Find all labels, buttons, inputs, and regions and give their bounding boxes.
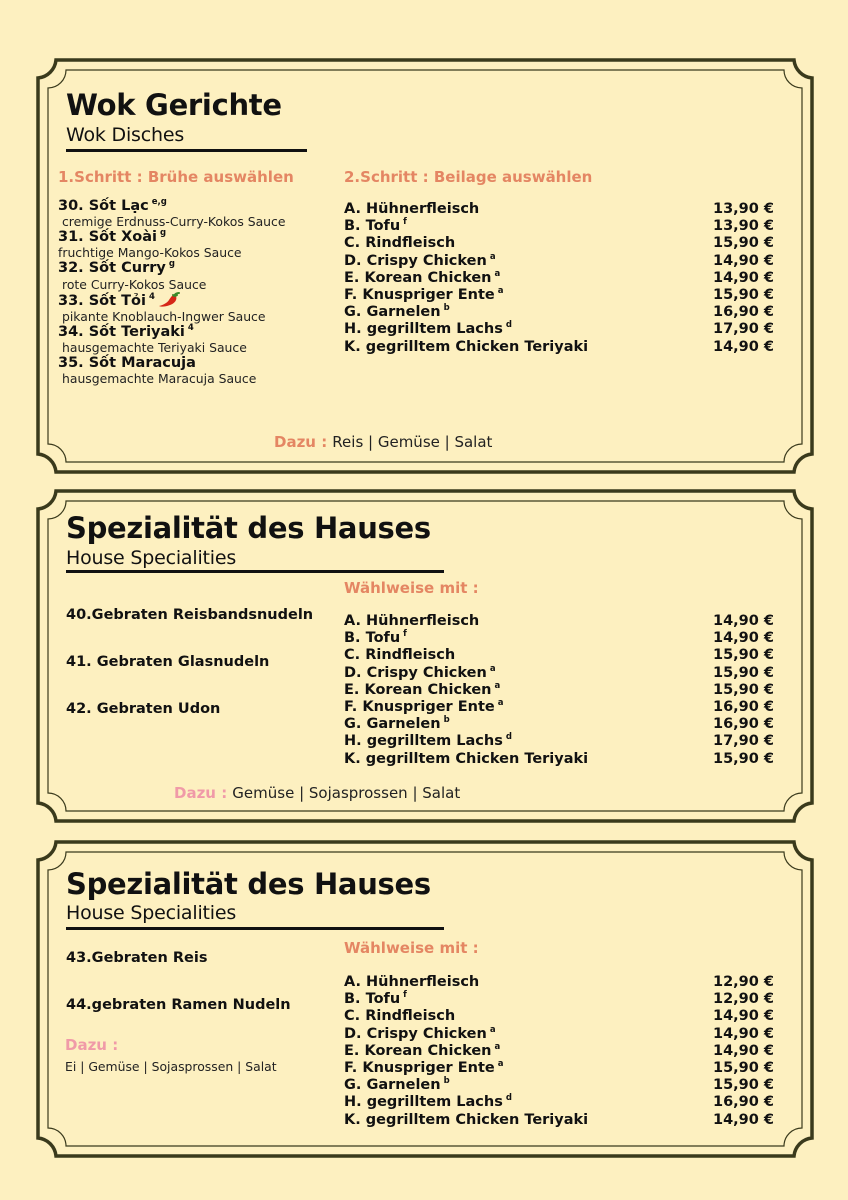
side-option-row	[344, 991, 774, 1008]
allergen-code: a	[489, 663, 496, 674]
side-option-label: F. Knuspriger Ente	[344, 1060, 495, 1076]
side-option-name	[344, 733, 512, 750]
side-option-label: B. Tofu	[344, 218, 401, 235]
side-option-label: C. Rindfleisch	[344, 235, 456, 252]
side-option-row	[344, 270, 774, 287]
sauce-list	[58, 198, 348, 386]
side-option-row	[344, 1026, 774, 1043]
choice-label: Wählweise mit :	[344, 579, 479, 597]
chili-pepper-icon	[158, 292, 180, 308]
side-option-row	[344, 665, 774, 682]
sauce-item	[58, 292, 348, 324]
side-option-price: 15,90 €	[712, 664, 774, 681]
title-underline	[66, 570, 444, 573]
side-option-price: 15,90 €	[712, 287, 774, 303]
side-option-list	[344, 201, 774, 361]
dazu-line	[274, 432, 492, 451]
sauce-name-text: 35. Sốt Maracuja	[58, 355, 196, 372]
sauce-item	[58, 198, 348, 229]
sauce-description: hausgemachte Maracuja Sauce	[62, 371, 257, 387]
side-option-row	[344, 235, 774, 252]
side-option-price: 16,90 €	[712, 1094, 774, 1111]
side-option-label: B. Tofu	[344, 630, 401, 647]
side-option-row	[344, 201, 774, 218]
side-option-row	[344, 321, 774, 338]
step-1-heading: 1.Schritt : Brühe auswählen	[58, 168, 294, 186]
sauce-item	[58, 260, 348, 291]
side-option-label: F. Knuspriger Ente	[344, 699, 495, 715]
side-option-row	[344, 1112, 774, 1129]
side-option-name	[344, 647, 455, 664]
dazu-text: Gemüse | Sojasprossen | Salat	[232, 784, 461, 802]
side-option-label: E. Korean Chicken	[344, 269, 492, 286]
sauce-description: cremige Erdnuss-Curry-Kokos Sauce	[62, 214, 286, 230]
side-option-price: 14,90 €	[712, 613, 774, 629]
dish-item: 43.Gebraten Reis	[66, 950, 208, 966]
allergen-code: f	[403, 629, 407, 640]
side-option-label: H. gegrilltem Lachs	[344, 1094, 503, 1111]
side-option-label: E. Korean Chicken	[344, 1042, 492, 1059]
side-option-row	[344, 630, 774, 647]
sauce-name-text: 32. Sốt Curry	[58, 260, 166, 277]
side-option-price: 16,90 €	[712, 716, 774, 733]
side-option-price: 14,90 €	[712, 1008, 774, 1025]
side-option-label: G. Garnelen	[344, 304, 441, 321]
side-option-name	[344, 1060, 504, 1077]
allergen-code: f	[403, 990, 407, 1001]
side-option-label: G. Garnelen	[344, 716, 441, 733]
allergen-code: a	[494, 680, 501, 691]
side-option-list	[344, 974, 774, 1134]
side-option-name	[344, 1094, 512, 1111]
side-option-price: 15,90 €	[712, 235, 774, 252]
allergen-code: e,g	[151, 197, 167, 207]
side-option-name	[344, 751, 588, 768]
side-option-label: D. Crispy Chicken	[344, 664, 487, 681]
allergen-code: b	[443, 715, 450, 726]
side-option-price: 17,90 €	[712, 321, 774, 338]
allergen-code: d	[505, 732, 512, 743]
allergen-code: d	[505, 1093, 512, 1104]
sauce-name-text: 30. Sốt Lạc	[58, 198, 149, 214]
side-option-price: 15,90 €	[712, 750, 774, 767]
side-option-row	[344, 716, 774, 733]
allergen-code: a	[489, 1024, 496, 1035]
side-option-price: 15,90 €	[712, 1060, 774, 1076]
side-option-name	[344, 287, 504, 304]
sauce-description: fruchtige Mango-Kokos Sauce	[58, 245, 242, 261]
side-option-name	[344, 682, 500, 699]
side-option-name	[344, 201, 479, 218]
wok-section	[36, 58, 814, 474]
side-option-price: 16,90 €	[712, 699, 774, 715]
section-subtitle: House Specialities	[66, 547, 237, 569]
sauce-description: hausgemachte Teriyaki Sauce	[62, 340, 247, 356]
side-option-name	[344, 991, 407, 1008]
side-option-label: A. Hühnerfleisch	[344, 613, 480, 629]
dazu-label: Dazu :	[174, 784, 228, 802]
allergen-code: a	[497, 286, 504, 296]
allergen-code: a	[489, 251, 496, 262]
side-option-label: B. Tofu	[344, 991, 401, 1008]
side-option-price: 14,90 €	[712, 269, 774, 286]
side-option-row	[344, 682, 774, 699]
side-option-row	[344, 218, 774, 235]
allergen-code: d	[505, 320, 512, 331]
dazu-label: Dazu :	[274, 433, 328, 451]
side-option-price: 13,90 €	[712, 201, 774, 217]
dazu-label: Dazu :	[65, 1036, 119, 1054]
side-option-name	[344, 613, 479, 630]
side-option-label: H. gegrilltem Lachs	[344, 733, 503, 750]
side-option-price: 15,90 €	[712, 647, 774, 664]
side-option-row	[344, 733, 774, 750]
allergen-code: a	[497, 698, 504, 708]
dazu-text: Ei | Gemüse | Sojasprossen | Salat	[65, 1059, 277, 1074]
house-special-section-1	[36, 489, 814, 823]
section-title: Spezialität des Hauses	[66, 867, 431, 901]
dish-item: 44.gebraten Ramen Nudeln	[66, 997, 291, 1013]
side-option-label: F. Knuspriger Ente	[344, 287, 495, 303]
sauce-item	[58, 324, 348, 355]
house-special-section-2	[36, 840, 814, 1158]
dish-item: 41. Gebraten Glasnudeln	[66, 654, 270, 670]
side-option-row	[344, 253, 774, 270]
sauce-name	[58, 355, 348, 372]
title-underline	[66, 149, 307, 152]
sauce-description: rote Curry-Kokos Sauce	[62, 276, 207, 292]
sauce-item	[58, 229, 348, 260]
side-option-price: 16,90 €	[712, 304, 774, 321]
side-option-name	[344, 304, 450, 321]
allergen-code: 4	[187, 322, 194, 333]
side-option-label: H. gegrilltem Lachs	[344, 321, 503, 338]
sauce-name	[58, 324, 348, 341]
allergen-code: g	[160, 228, 167, 239]
sauce-name-text: 34. Sốt Teriyaki	[58, 323, 185, 340]
allergen-code: g	[168, 259, 175, 270]
side-option-name	[344, 974, 479, 991]
dish-item: 40.Gebraten Reisbandsnudeln	[66, 607, 314, 623]
side-option-label: K. gegrilltem Chicken Teriyaki	[344, 338, 589, 355]
dish-item: 42. Gebraten Udon	[66, 701, 221, 717]
side-option-price: 15,90 €	[712, 681, 774, 698]
side-option-name	[344, 235, 455, 252]
sauce-name	[58, 260, 348, 277]
allergen-code: b	[443, 303, 450, 314]
sauce-name	[58, 198, 348, 215]
side-option-row	[344, 339, 774, 356]
side-option-row	[344, 1008, 774, 1025]
sauce-name	[58, 292, 348, 310]
side-option-row	[344, 304, 774, 321]
side-option-label: C. Rindfleisch	[344, 1008, 456, 1025]
side-option-row	[344, 1077, 774, 1094]
side-option-row	[344, 1060, 774, 1077]
allergen-code: 4	[148, 291, 155, 302]
side-option-label: E. Korean Chicken	[344, 681, 492, 698]
side-option-row	[344, 287, 774, 304]
side-option-row	[344, 1094, 774, 1111]
side-option-price: 17,90 €	[712, 733, 774, 750]
allergen-code: a	[494, 1041, 501, 1052]
sauce-item	[58, 355, 348, 386]
side-option-name	[344, 321, 512, 338]
side-option-price: 14,90 €	[712, 1042, 774, 1059]
side-option-name	[344, 218, 407, 235]
sauce-name-text: 33. Sốt Tỏi	[58, 292, 146, 309]
section-title: Spezialität des Hauses	[66, 511, 431, 545]
side-option-label: C. Rindfleisch	[344, 647, 456, 664]
side-option-name	[344, 665, 496, 682]
title-underline	[66, 927, 444, 930]
side-option-name	[344, 1077, 450, 1094]
side-option-name	[344, 716, 450, 733]
sauce-name	[58, 229, 348, 246]
allergen-code: f	[403, 217, 407, 228]
side-option-label: K. gegrilltem Chicken Teriyaki	[344, 1111, 589, 1128]
side-option-name	[344, 1008, 455, 1025]
side-option-price: 14,90 €	[712, 252, 774, 269]
section-subtitle: Wok Disches	[66, 124, 185, 146]
sauce-name-text: 31. Sốt Xoài	[58, 229, 158, 246]
allergen-code: b	[443, 1076, 450, 1087]
side-option-price: 14,90 €	[712, 1111, 774, 1128]
side-option-price: 14,90 €	[712, 338, 774, 355]
choice-label: Wählweise mit :	[344, 939, 479, 957]
side-option-label: K. gegrilltem Chicken Teriyaki	[344, 750, 589, 767]
side-option-name	[344, 253, 496, 270]
section-title: Wok Gerichte	[66, 88, 282, 122]
side-option-row	[344, 1043, 774, 1060]
side-option-name	[344, 699, 504, 716]
side-option-name	[344, 270, 500, 287]
dazu-line	[174, 783, 460, 802]
side-option-row	[344, 751, 774, 768]
side-option-price: 14,90 €	[712, 630, 774, 647]
side-option-name	[344, 339, 588, 356]
side-option-label: A. Hühnerfleisch	[344, 201, 480, 217]
side-option-label: D. Crispy Chicken	[344, 1025, 487, 1042]
side-option-list	[344, 613, 774, 773]
side-option-price: 12,90 €	[712, 991, 774, 1008]
side-option-name	[344, 630, 407, 647]
side-option-row	[344, 699, 774, 716]
dazu-text: Reis | Gemüse | Salat	[332, 433, 493, 451]
side-option-name	[344, 1043, 500, 1060]
side-option-name	[344, 1112, 588, 1129]
side-option-label: D. Crispy Chicken	[344, 252, 487, 269]
side-option-label: G. Garnelen	[344, 1077, 441, 1094]
side-option-row	[344, 974, 774, 991]
side-option-row	[344, 613, 774, 630]
allergen-code: a	[497, 1059, 504, 1069]
side-option-row	[344, 647, 774, 664]
side-option-price: 12,90 €	[712, 974, 774, 990]
side-option-price: 14,90 €	[712, 1025, 774, 1042]
side-option-price: 13,90 €	[712, 218, 774, 235]
step-2-heading: 2.Schritt : Beilage auswählen	[344, 168, 593, 186]
side-option-name	[344, 1026, 496, 1043]
sauce-description: pikante Knoblauch-Ingwer Sauce	[62, 308, 266, 324]
side-option-price: 15,90 €	[712, 1077, 774, 1094]
allergen-code: a	[494, 268, 501, 279]
side-option-label: A. Hühnerfleisch	[344, 974, 480, 990]
section-subtitle: House Specialities	[66, 902, 237, 924]
